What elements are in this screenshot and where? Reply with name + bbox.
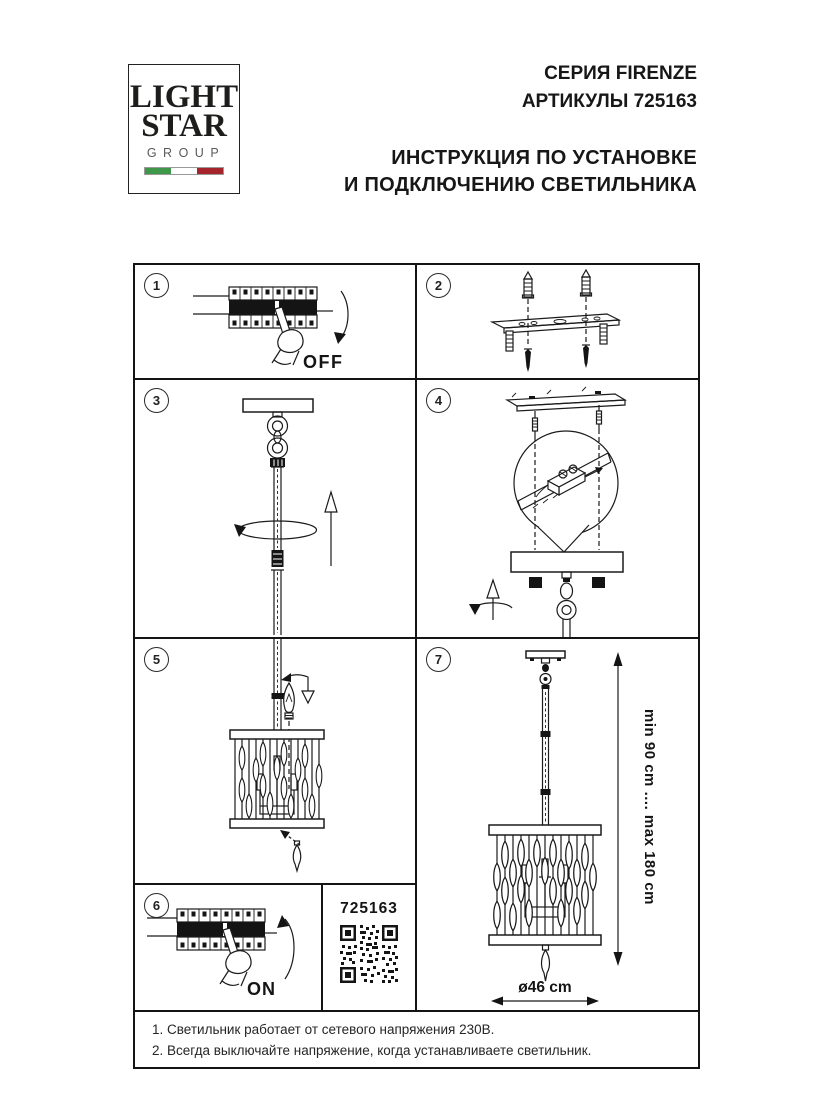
step-3-badge: 3	[144, 388, 169, 413]
panel-step-4	[417, 380, 698, 639]
spring-anchor-icon	[600, 324, 607, 344]
shade-bulb-drawing	[135, 639, 415, 883]
screw-icon	[582, 345, 590, 368]
screw-icon	[533, 411, 538, 436]
step-5-badge: 5	[144, 647, 169, 672]
qr-article-number: 725163	[340, 900, 398, 917]
off-label: OFF	[303, 352, 344, 372]
screw-icon	[597, 405, 602, 429]
step-4-badge: 4	[426, 388, 451, 413]
panel-row-6	[135, 885, 415, 1010]
diameter-dimension-label: ø46 cm	[518, 979, 572, 996]
drum-shade-drawing	[230, 730, 324, 828]
height-dimension	[614, 652, 659, 966]
bracket-mounting-drawing	[417, 265, 698, 378]
on-label: ON	[247, 979, 276, 999]
pointing-hand-icon	[272, 307, 303, 365]
rotate-arrow-icon	[469, 603, 512, 615]
instruction-title-line1: ИНСТРУКЦИЯ ПО УСТАНОВКЕ	[391, 147, 697, 169]
finial-icon	[541, 950, 549, 981]
step-7-badge: 7	[426, 647, 451, 672]
article-number: АРТИКУЛЫ 725163	[521, 91, 697, 112]
wiring-canopy-drawing	[417, 380, 698, 637]
note-line-1: 1. Светильник работает от сетевого напряжения 230В.	[152, 1022, 495, 1037]
safety-notes	[133, 1010, 700, 1069]
panel-step-7	[417, 639, 698, 1010]
terminal-block-icon	[548, 465, 585, 495]
drum-shade-drawing	[489, 825, 601, 945]
header	[344, 60, 697, 199]
panel-qr	[323, 885, 415, 1010]
finial-attach-icon	[280, 830, 301, 871]
height-dimension-label: min 90 cm .... max 180 cm	[641, 709, 658, 905]
diameter-dimension	[491, 979, 599, 1006]
grid-left-column	[135, 265, 417, 1010]
note-line-2: 2. Всегда выключайте напряжение, когда устанавливаете светильник.	[152, 1042, 592, 1058]
italian-flag-stripe	[144, 167, 224, 175]
series-title: СЕРИЯ FIRENZE	[544, 63, 697, 84]
up-arrow-icon	[325, 492, 337, 566]
panel-step-2	[417, 265, 698, 380]
candle-bulb-icon	[284, 683, 295, 719]
panel-step-5	[135, 639, 415, 885]
instruction-title-line2: И ПОДКЛЮЧЕНИЮ СВЕТИЛЬНИКА	[343, 174, 697, 196]
screw-icon	[524, 349, 532, 372]
panel-step-3	[135, 380, 415, 639]
wall-anchor-icon	[581, 270, 592, 296]
panel-step-6	[135, 885, 323, 1010]
instruction-title	[344, 145, 697, 199]
grid-right-column	[417, 265, 698, 1010]
lightstar-logo	[128, 64, 240, 194]
turn-off-arrow-icon	[334, 291, 348, 344]
turn-on-arrow-icon	[277, 915, 294, 979]
step-1-badge: 1	[144, 273, 169, 298]
logo-word-group: GROUP	[146, 146, 226, 161]
spring-anchor-icon	[506, 331, 513, 351]
logo-word-star: STAR	[141, 108, 227, 144]
step-6-badge: 6	[144, 893, 169, 918]
nut-icon	[529, 577, 542, 588]
breaker-off-drawing	[135, 265, 415, 378]
rod-assembly-drawing	[135, 380, 415, 637]
full-fixture-drawing	[417, 639, 698, 1010]
step-2-badge: 2	[426, 273, 451, 298]
diagram-grid	[133, 263, 700, 1012]
panel-step-1	[135, 265, 415, 380]
qr-code	[340, 925, 398, 983]
up-arrow-icon	[487, 580, 499, 620]
rotate-arrow-icon	[234, 521, 317, 539]
nut-icon	[592, 577, 605, 588]
detail-balloon	[514, 431, 618, 552]
logo-word-light: LIGHT	[129, 78, 239, 115]
wall-anchor-icon	[523, 272, 534, 298]
qr-block	[323, 885, 415, 1010]
